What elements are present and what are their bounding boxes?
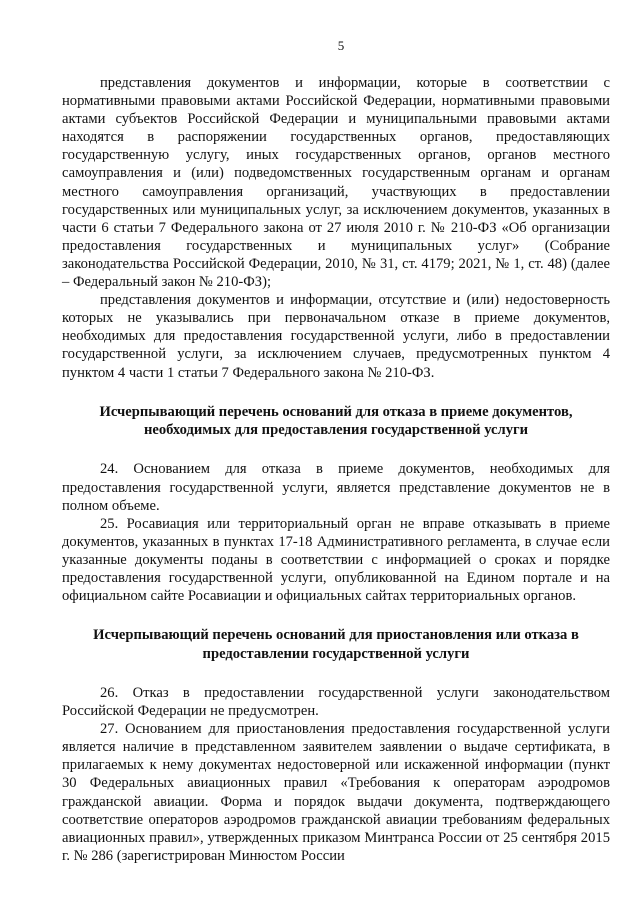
heading-suspension-grounds: Исчерпывающий перечень оснований для приостановления или отказа в предоставлении государственной услуги	[93, 627, 579, 662]
page-number: 5	[337, 38, 345, 53]
spacer	[62, 605, 610, 626]
paragraph-documents-not-indicated: представления документов и информации, отсутствие и (или) недостоверность которых не указывались при первоначальном отказе в приеме документов, необходимых для предоставления государственной услуги, либо в предоставлении государственной услуги, за исключением случаев, предусмотренных пунктом 4 пунктом 4 части 1 статьи 7 Федерального закона № 210-ФЗ.	[62, 292, 610, 381]
spacer	[62, 382, 610, 403]
paragraph-item-25: 25. Росавиация или территориальный орган не вправе отказывать в приеме документов, указанных в пунктах 17-18 Административного регламента, в случае если указанные документы поданы в соответствии с информацией о сроках и порядке предоставления государственной услуги, опубликованной на Едином портале и на официальном сайте Росавиации и официальных сайтах территориальных органов.	[62, 515, 610, 605]
spacer	[62, 663, 610, 684]
heading-refusal-grounds: Исчерпывающий перечень оснований для отказа в приеме документов, необходимых для предоставления государственной услуги	[99, 403, 573, 438]
paragraph-documents-in-possession: представления документов и информации, которые в соответствии с нормативными правовыми актами Российской Федерации, нормативными правовыми актами субъектов Российской Федерации и муниципальными правовыми актами находятся в распоряжении государственных органов, предоставляющих государственную услугу, иных государственных органов, органов местного самоуправления и (или) подведомственных государственным органам и органам местного самоуправления организаций, участвующих в предоставлении государственных или муниципальных услуг, за исключением документов, указанных в части 6 статьи 7 Федерального закона от 27 июля 2010 г. № 210-ФЗ «Об организации предоставления государственных и муниципальных услуг» (Собрание законодательства Российской Федерации, 2010, № 31, ст. 4179; 2021, № 1, ст. 48) (далее – Федеральный закон № 210-ФЗ);	[62, 75, 610, 291]
paragraph-item-26: 26. Отказ в предоставлении государственной услуги законодательством Российской Федерации не предусмотрен.	[62, 684, 610, 720]
paragraph-item-24: 24. Основанием для отказа в приеме документов, необходимых для предоставления государственной услуги, является представление документов не в полном объеме.	[62, 461, 610, 514]
spacer	[62, 439, 610, 460]
paragraph-item-27: 27. Основанием для приостановления предоставления государственной услуги является наличие в представленном заявителем заявлении о выдаче сертификата, в прилагаемых к нему документах недостоверной или искаженной информации (пункт 30 Федеральных авиационных правил «Требования к операторам аэродромов гражданской авиации. Форма и порядок выдачи документа, подтверждающего соответствие операторов аэродромов гражданской авиации требованиям федеральных авиационных правил», утвержденных приказом Минтранса России от 25 сентября 2015 г. № 286 (зарегистрирован Минюстом России	[62, 721, 610, 864]
